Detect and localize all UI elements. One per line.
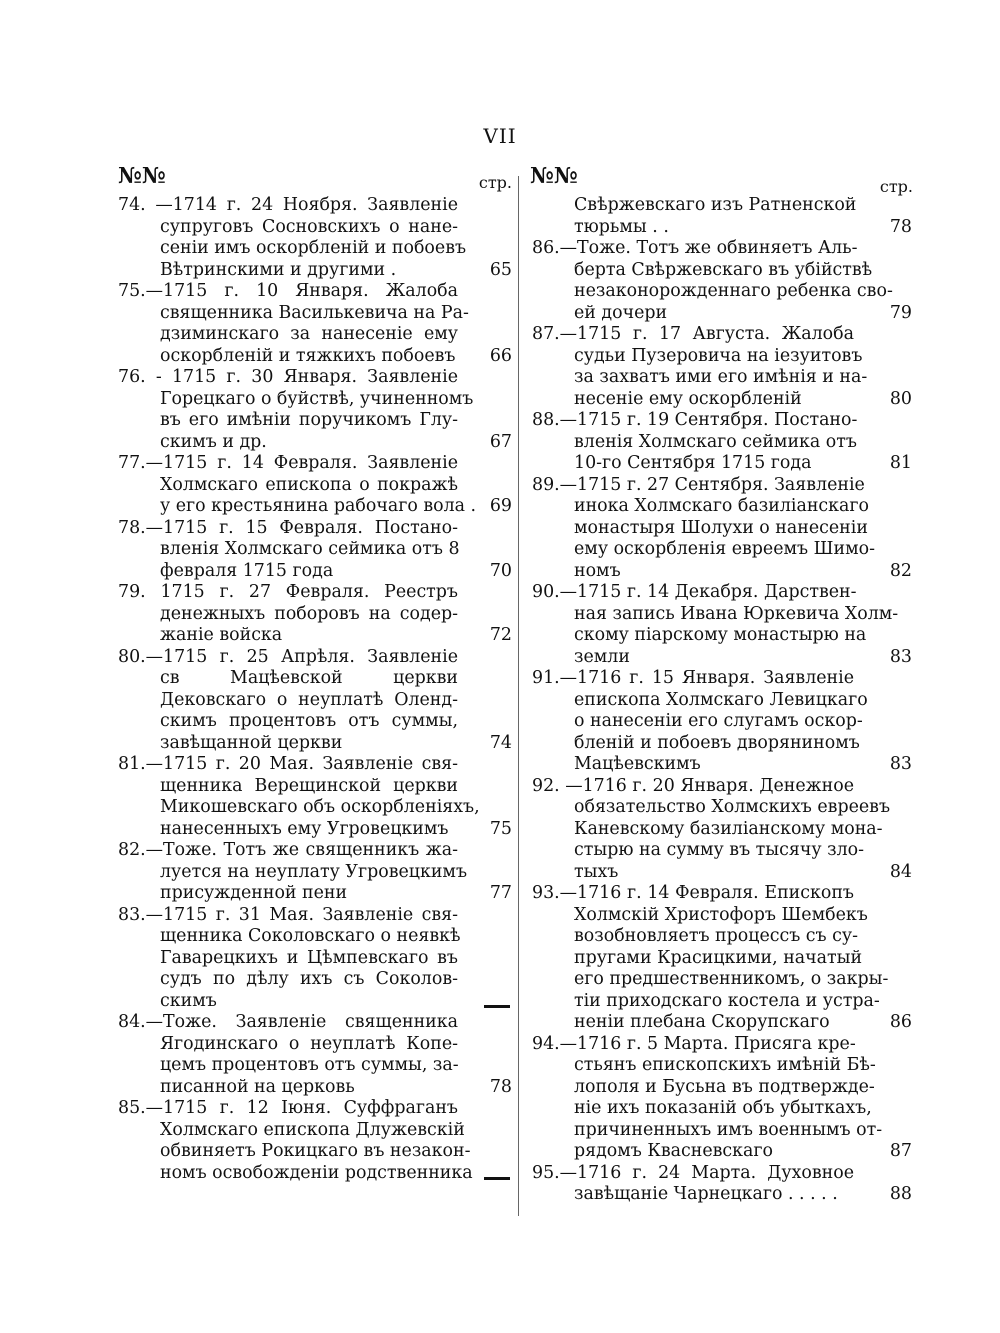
toc-entry-page: 65 <box>489 259 512 280</box>
toc-entry-line: луется на неуплату Угровецкимъ <box>160 861 468 882</box>
toc-entry-line: нанесенныхъ ему Угровецкимъ <box>160 818 449 839</box>
toc-entry-line: цемъ процентовъ отъ суммы, за- <box>160 1055 459 1075</box>
toc-entry-line: 77.—1715 г. 14 Февраля. Заявленіе <box>118 453 458 473</box>
toc-entry-text <box>532 883 889 1034</box>
toc-entry-text <box>118 582 458 647</box>
toc-entry-page: 77 <box>489 883 512 903</box>
toc-entry <box>532 776 910 884</box>
toc-entry-line: 87.—1715 г. 17 Августа. Жалоба <box>532 324 854 344</box>
toc-entry <box>532 582 910 668</box>
toc-entry-line: берта Свѣржевскаго въ убійствѣ <box>574 259 873 280</box>
toc-entry-line: дзиминскаго за нанесеніе ему <box>160 324 458 344</box>
toc-entry <box>118 905 512 1013</box>
toc-entry-line: инока Холмскаго базиліанскаго <box>574 496 869 516</box>
toc-entry-line: стырю на сумму въ тысячу зло- <box>574 840 864 860</box>
toc-entry-line: рядомъ Квасневскаго <box>574 1141 773 1161</box>
toc-entry-line: стьянъ епископскихъ имѣній Бѣ- <box>574 1055 876 1075</box>
toc-entry-page: 83 <box>889 754 912 774</box>
toc-entry-line: тіи приходскаго костела и устра- <box>574 990 880 1011</box>
toc-entry-line: его предшественникомъ, о закры- <box>574 969 889 989</box>
toc-entry-line: тюрьмы . . <box>574 216 669 237</box>
toc-entry-line: писанной на церковь <box>160 1076 355 1097</box>
toc-entry-page: 88 <box>889 1184 912 1204</box>
toc-entry-line: св Мацѣевской церкви <box>160 668 458 688</box>
toc-entry <box>532 1034 910 1163</box>
toc-entry-text <box>118 647 458 755</box>
toc-entry-line: ему оскорбленія евреемъ Шимо- <box>574 539 875 559</box>
page-dash-mark <box>484 1005 510 1008</box>
toc-entry-page: 81 <box>889 453 912 473</box>
toc-entry-line: 91.—1716 г. 15 Января. Заявленіе <box>532 668 854 688</box>
toc-entry-line: лополя и Бусьна въ подтвержде- <box>574 1076 875 1097</box>
toc-entry-page: 70 <box>489 560 512 581</box>
toc-entry-line: 86.—Тоже. Тотъ же обвиняетъ Аль- <box>532 238 858 258</box>
toc-entry-line: 94.—1716 г. 5 Марта. Присяга кре- <box>532 1033 856 1054</box>
toc-entry-text <box>532 195 857 238</box>
toc-entry-text <box>532 474 875 583</box>
page-heading: стр. <box>478 173 512 192</box>
toc-entry-page: 66 <box>489 345 512 366</box>
toc-entry-line: 82.—Тоже. Тотъ же священникъ жа- <box>118 840 458 860</box>
toc-entry-text <box>118 754 480 840</box>
toc-entry-line: 90.—1715 г. 14 Декабря. Дарствен- <box>532 582 857 602</box>
toc-entry-line: 95.—1716 г. 24 Марта. Духовное <box>532 1162 854 1183</box>
toc-entry-page: 79 <box>889 302 912 323</box>
toc-entry-line: 93.—1716 г. 14 Февраля. Епископъ <box>532 883 854 903</box>
toc-entry-line: несеніе ему оскорбленій <box>574 388 802 409</box>
toc-entry-line: 89.—1715 г. 27 Сентября. Заявленіе <box>532 474 865 495</box>
toc-entry-text <box>118 367 474 453</box>
page-dash-mark <box>484 1177 510 1180</box>
toc-entry-line: возобновляетъ процессъ съ су- <box>574 926 858 946</box>
toc-entry-line: вленія Холмскаго сеймика отъ 8 <box>160 539 460 559</box>
toc-entry-text <box>118 904 461 1013</box>
toc-entry-line: незаконорожденнаго ребенка сво- <box>574 281 893 301</box>
toc-entry-line: скимъ процентовъ отъ суммы, <box>160 711 458 731</box>
toc-entry-line: Вѣтринскими и другими . <box>160 259 397 280</box>
toc-entry-line: 76. - 1715 г. 30 Января. Заявленіе <box>118 367 458 387</box>
toc-entry-text <box>118 195 467 281</box>
toc-entry-line: оскорбленій и тяжкихъ побоевъ <box>160 345 456 366</box>
column-divider <box>518 176 519 1216</box>
toc-entry-line: ей дочери <box>574 302 668 323</box>
toc-entry <box>532 195 910 238</box>
toc-entry <box>118 754 512 840</box>
toc-entry <box>532 883 910 1034</box>
toc-entry-line: щенника Соколовскаго о неявкѣ <box>160 926 461 946</box>
toc-entry-line: епископа Холмскаго Левицкаго <box>574 689 868 710</box>
toc-entry-line: обязательство Холмскихъ евреевъ <box>574 797 891 817</box>
toc-entry <box>532 238 910 324</box>
toc-entry-line: скимъ и др. <box>160 431 267 452</box>
page-heading: стр. <box>879 177 913 196</box>
toc-entry-line: жаніе войска <box>160 625 283 645</box>
toc-entry-line: завѣщаніе Чарнецкаго . . . . . <box>574 1184 838 1204</box>
toc-entry <box>118 281 512 367</box>
toc-entry-line: Мацѣевскимъ <box>574 754 701 774</box>
number-heading: №№ <box>118 163 166 189</box>
page-number: VII <box>483 124 517 148</box>
toc-entry-line: сеніи имъ оскорбленій и побоевъ <box>160 238 467 258</box>
right-entries <box>532 195 910 1206</box>
toc-entry-line: Горецкаго о буйствѣ, учиненномъ <box>160 388 474 409</box>
toc-entry <box>118 582 512 647</box>
left-column-header <box>118 163 512 195</box>
toc-entry-line: Дековскаго о неуплатѣ Оленд- <box>160 689 458 710</box>
toc-entry-line: судьи Пузеровича на іезуитовъ <box>574 345 863 366</box>
toc-entry-line: номъ <box>574 560 621 581</box>
toc-entry-line: присужденной пени <box>160 883 348 903</box>
toc-entry-text <box>532 410 858 475</box>
toc-entry-line: ная запись Ивана Юркевича Холм- <box>574 603 899 624</box>
toc-entry-line: Ягодинскаго о неуплатѣ Копе- <box>160 1033 458 1054</box>
toc-entry-line: 88.—1715 г. 19 Сентября. Постано- <box>532 410 858 430</box>
toc-entry <box>532 668 910 776</box>
toc-entry-line: Холмскаго епископа о покражѣ <box>160 474 458 495</box>
toc-entry-line: ніе ихъ показаній объ убыткахъ, <box>574 1098 872 1118</box>
toc-entry-page: 86 <box>889 1012 912 1032</box>
toc-entry <box>118 840 512 905</box>
toc-entry-line: судъ по дѣлу ихъ съ Соколов- <box>160 969 458 989</box>
toc-entry <box>118 453 512 518</box>
toc-entry-text <box>532 582 899 668</box>
toc-entry-line: монастыря Шолухи о нанесеніи <box>574 517 868 538</box>
toc-entry-text <box>118 1098 473 1184</box>
toc-entry-line: о нанесеніи его слугамъ оскор- <box>574 711 863 731</box>
toc-entry-text <box>532 1033 883 1163</box>
toc-entry <box>118 195 512 281</box>
toc-entry-line: неніи плебана Скорупскаго <box>574 1012 830 1032</box>
toc-entry-page: 87 <box>889 1141 912 1161</box>
toc-entry-line: денежныхъ поборовъ на содер- <box>160 603 458 624</box>
number-heading: №№ <box>530 163 578 189</box>
toc-entry-text <box>118 281 469 367</box>
toc-entry-line: 80.—1715 г. 25 Апрѣля. Заявленіе <box>118 646 458 667</box>
toc-entry-line: причиненныхъ имъ военнымъ от- <box>574 1119 883 1140</box>
toc-entry <box>532 475 910 583</box>
toc-entry-text <box>532 668 868 776</box>
toc-entry-text <box>532 775 891 884</box>
toc-entry <box>532 410 910 475</box>
toc-entry-line: Каневскому базиліанскому мона- <box>574 818 883 839</box>
toc-entry-line: земли <box>574 646 630 667</box>
toc-entry-line: 74. —1714 г. 24 Ноября. Заявленіе <box>118 195 458 215</box>
toc-entry-line: бленій и побоевъ дворяниномъ <box>574 732 860 753</box>
toc-entry-page: 74 <box>489 732 512 753</box>
toc-entry-text <box>532 238 893 324</box>
toc-entry-text <box>532 1163 854 1206</box>
toc-entry-line: у его крестьянина рабочаго вола . <box>160 496 477 516</box>
toc-entry-line: 79. 1715 г. 27 Февраля. Реестръ <box>118 582 458 602</box>
toc-entry-line: 78.—1715 г. 15 Февраля. Постано- <box>118 517 458 538</box>
toc-entry-line: въ его имѣніи поручикомъ Глу- <box>160 410 458 430</box>
toc-entry <box>532 324 910 410</box>
toc-entry-line: 92. —1716 г. 20 Января. Денежное <box>532 775 854 796</box>
toc-entry <box>118 518 512 583</box>
toc-entry-line: Свѣржевскаго изъ Ратненской <box>574 195 857 215</box>
toc-entry-text <box>118 453 477 518</box>
toc-entry <box>118 367 512 453</box>
toc-entry-line: вленія Холмскаго сеймика отъ <box>574 431 857 452</box>
toc-entry-line: скимъ <box>160 990 217 1011</box>
left-column <box>118 163 512 1184</box>
toc-entry <box>118 1012 512 1098</box>
toc-entry-text <box>532 324 868 410</box>
toc-entry-line: завѣщанной церкви <box>160 732 343 753</box>
toc-entry-text <box>118 1012 458 1098</box>
toc-entry-page: 82 <box>889 560 912 581</box>
toc-entry-page: 78 <box>889 216 912 237</box>
toc-entry-line: обвиняетъ Рокицкаго въ незакон- <box>160 1141 471 1161</box>
toc-entry-line: супруговъ Сосновскихъ о нане- <box>160 216 458 237</box>
toc-entry-line: тыхъ <box>574 861 619 882</box>
toc-entry <box>532 1163 910 1206</box>
toc-entry-line: 10-го Сентября 1715 года <box>574 453 812 473</box>
right-column-header <box>530 163 913 196</box>
toc-entry-page: 72 <box>489 625 512 645</box>
toc-entry-page: 67 <box>489 431 512 452</box>
toc-entry-line: скому піарскому монастырю на <box>574 625 867 645</box>
toc-entry-line: 75.—1715 г. 10 Января. Жалоба <box>118 281 458 301</box>
toc-entry-line: 84.—Тоже. Заявленіе священника <box>118 1012 458 1032</box>
toc-entry-line: Холмскій Христофоръ Шембекъ <box>574 904 868 925</box>
toc-entry-line: 81.—1715 г. 20 Мая. Заявленіе свя- <box>118 754 458 774</box>
toc-entry <box>118 1098 512 1184</box>
toc-entry <box>118 647 512 755</box>
toc-entry-page: 80 <box>889 388 912 409</box>
toc-entry-line: Холмскаго епископа Длужевскій <box>160 1119 465 1140</box>
toc-entry-page: 83 <box>889 646 912 667</box>
toc-entry-line: Гаварецкихъ и Цѣмпевскаго въ <box>160 947 458 968</box>
toc-entry-text <box>118 518 458 583</box>
toc-entry-line: щенника Верещинской церкви <box>160 775 458 796</box>
toc-entry-line: февраля 1715 года <box>160 560 334 581</box>
toc-entry-page: 75 <box>489 818 512 839</box>
right-column <box>530 163 913 1206</box>
left-entries <box>118 195 512 1184</box>
toc-entry-text <box>118 840 468 905</box>
toc-entry-page: 84 <box>889 861 912 882</box>
toc-entry-page: 78 <box>489 1076 512 1097</box>
toc-entry-line: священника Василькевича на Ра- <box>160 302 469 323</box>
toc-entry-line: 85.—1715 г. 12 Іюня. Суффраганъ <box>118 1098 458 1118</box>
toc-entry-line: номъ освобожденіи родственника <box>160 1162 473 1183</box>
toc-entry-page: 69 <box>489 496 512 516</box>
toc-entry-line: 83.—1715 г. 31 Мая. Заявленіе свя- <box>118 904 458 925</box>
toc-entry-line: за захватъ ими его имѣнія и на- <box>574 367 868 387</box>
toc-entry-line: пругами Красицкими, начатый <box>574 947 863 968</box>
toc-entry-line: Микошевскаго объ оскорбленіяхъ, <box>160 797 480 817</box>
